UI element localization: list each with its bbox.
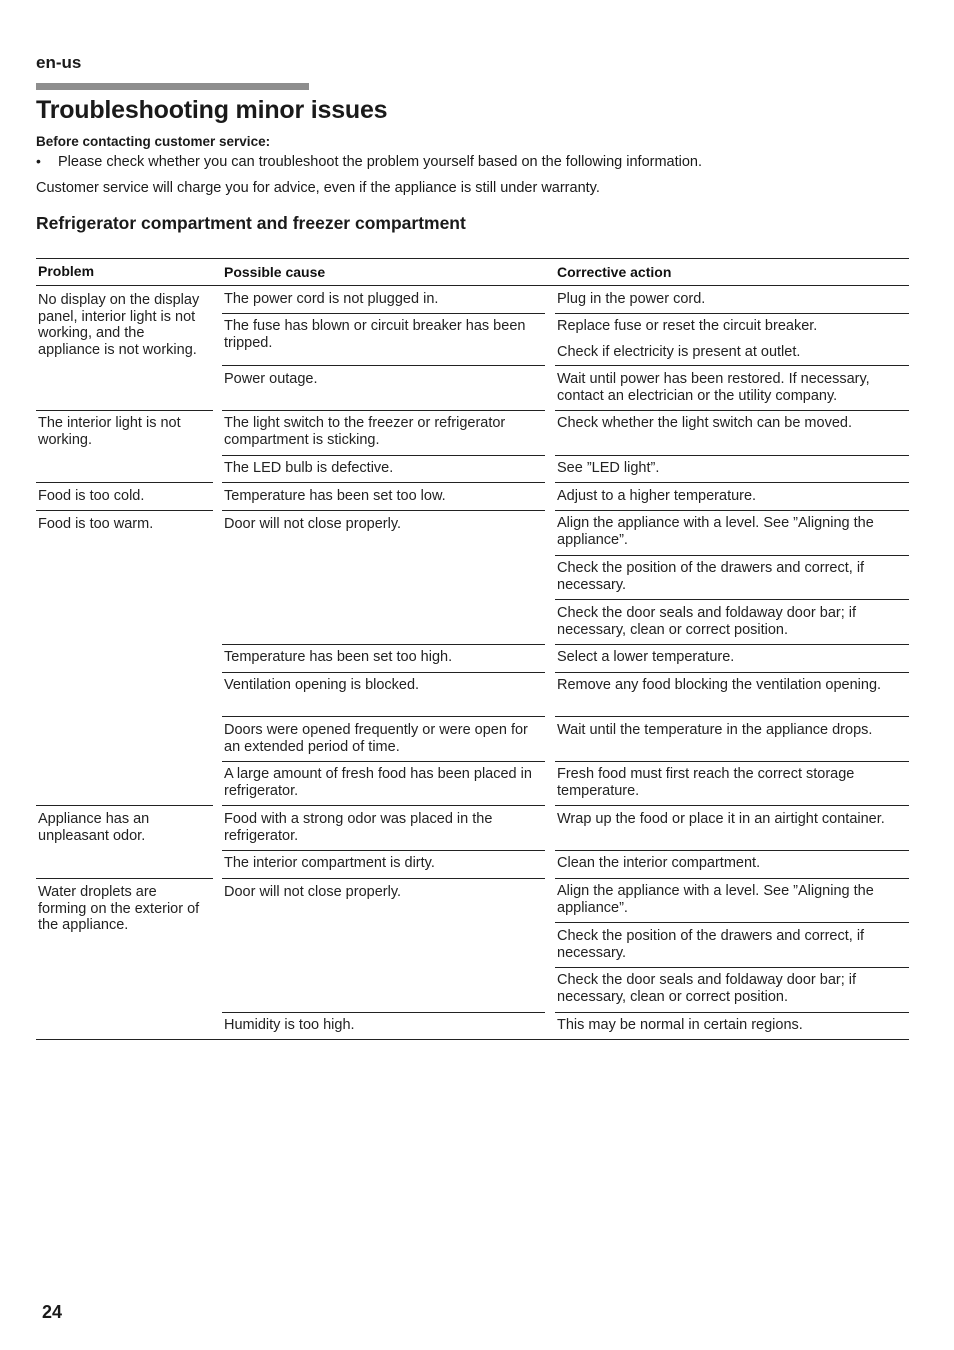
- problem-cell: Water droplets are forming on the exterior of the appliance.: [38, 884, 200, 933]
- section-title: Refrigerator compartment and freezer compartment: [36, 213, 466, 233]
- before-contacting-label: Before contacting customer service:: [36, 134, 271, 149]
- row-divider: [555, 455, 909, 456]
- problem-cell: Food is too cold.: [38, 488, 145, 504]
- header-rule: [36, 83, 309, 90]
- cause-cell: Door will not close properly.: [224, 516, 402, 532]
- row-divider: [555, 644, 909, 645]
- warranty-note: Customer service will charge you for advice, even if the appliance is still under warranty.: [36, 180, 600, 196]
- row-divider: [555, 555, 909, 556]
- row-divider: [555, 510, 909, 511]
- cause-cell: Temperature has been set too high.: [224, 649, 453, 665]
- cause-cell: The interior compartment is dirty.: [224, 855, 435, 871]
- action-cell: Fresh food must first reach the correct storage temperature.: [557, 766, 855, 799]
- table-top-rule: [36, 258, 909, 259]
- row-divider: [222, 510, 545, 511]
- row-divider: [222, 313, 545, 314]
- cause-cell: Doors were opened frequently or were open for an extended period of time.: [224, 722, 528, 755]
- cause-cell: The LED bulb is defective.: [224, 460, 394, 476]
- action-cell: Wait until the temperature in the appliance drops.: [557, 722, 873, 738]
- row-divider: [555, 599, 909, 600]
- row-divider: [555, 805, 909, 806]
- problem-cell: Food is too warm.: [38, 516, 154, 532]
- header-cause: Possible cause: [224, 264, 326, 280]
- row-divider: [555, 922, 909, 923]
- table-header-rule: [36, 285, 909, 286]
- action-cell: This may be normal in certain regions.: [557, 1017, 803, 1033]
- action-cell: Remove any food blocking the ventilation opening.: [557, 677, 882, 693]
- header-problem: Problem: [38, 263, 95, 279]
- action-cell: Clean the interior compartment.: [557, 855, 761, 871]
- row-divider: [222, 761, 545, 762]
- row-divider: [222, 455, 545, 456]
- cause-cell: The power cord is not plugged in.: [224, 291, 439, 307]
- cause-cell: Humidity is too high.: [224, 1017, 355, 1033]
- action-cell: Align the appliance with a level. See ”Aligning the appliance”.: [557, 515, 874, 548]
- row-divider: [222, 716, 545, 717]
- action-cell: See ”LED light”.: [557, 460, 660, 476]
- problem-cell: The interior light is not working.: [38, 415, 181, 448]
- row-divider: [222, 482, 545, 483]
- language-label: en-us: [36, 53, 82, 72]
- table-bottom-rule: [36, 1039, 909, 1040]
- row-divider: [222, 410, 545, 411]
- row-divider: [555, 482, 909, 483]
- action-cell: Check if electricity is present at outlet.: [557, 344, 801, 360]
- cause-cell: Power outage.: [224, 371, 318, 387]
- action-cell: Wrap up the food or place it in an airtight container.: [557, 811, 885, 827]
- row-divider: [36, 482, 213, 483]
- cause-cell: Temperature has been set too low.: [224, 488, 446, 504]
- cause-cell: Food with a strong odor was placed in the refrigerator.: [224, 811, 493, 844]
- row-divider: [36, 410, 213, 411]
- action-cell: Check the door seals and foldaway door bar; if necessary, clean or correct position.: [557, 605, 857, 638]
- problem-cell: Appliance has an unpleasant odor.: [38, 811, 150, 844]
- row-divider: [555, 1012, 909, 1013]
- row-divider: [222, 365, 545, 366]
- row-divider: [555, 313, 909, 314]
- row-divider: [555, 761, 909, 762]
- cause-cell: Ventilation opening is blocked.: [224, 677, 420, 693]
- row-divider: [222, 805, 545, 806]
- action-cell: Replace fuse or reset the circuit breaker.: [557, 318, 818, 334]
- action-cell: Adjust to a higher temperature.: [557, 488, 757, 504]
- row-divider: [36, 805, 213, 806]
- action-cell: Select a lower temperature.: [557, 649, 735, 665]
- row-divider: [222, 1012, 545, 1013]
- row-divider: [555, 410, 909, 411]
- problem-cell: No display on the display panel, interior light is not working, and the appliance is not working.: [38, 292, 200, 358]
- header-action: Corrective action: [557, 264, 672, 280]
- row-divider: [555, 716, 909, 717]
- row-divider: [222, 850, 545, 851]
- action-cell: Align the appliance with a level. See ”Aligning the appliance”.: [557, 883, 874, 916]
- action-cell: Check the position of the drawers and correct, if necessary.: [557, 560, 865, 593]
- cause-cell: Door will not close properly.: [224, 884, 402, 900]
- row-divider: [555, 878, 909, 879]
- page-title: Troubleshooting minor issues: [36, 96, 388, 124]
- action-cell: Check the door seals and foldaway door bar; if necessary, clean or correct position.: [557, 972, 857, 1005]
- row-divider: [222, 672, 545, 673]
- row-divider: [555, 967, 909, 968]
- cause-cell: The light switch to the freezer or refrigerator compartment is sticking.: [224, 415, 506, 448]
- action-cell: Check the position of the drawers and correct, if necessary.: [557, 928, 865, 961]
- cause-cell: A large amount of fresh food has been placed in refrigerator.: [224, 766, 532, 799]
- row-divider: [36, 878, 213, 879]
- cause-cell: The fuse has blown or circuit breaker has been tripped.: [224, 318, 526, 351]
- row-divider: [555, 672, 909, 673]
- action-cell: Wait until power has been restored. If necessary, contact an electrician or the utility company.: [557, 371, 870, 404]
- action-cell: Plug in the power cord.: [557, 291, 706, 307]
- bullet-icon: •: [36, 153, 41, 169]
- action-cell: Check whether the light switch can be moved.: [557, 415, 852, 431]
- row-divider: [36, 510, 213, 511]
- page-number: 24: [42, 1302, 63, 1322]
- row-divider: [555, 850, 909, 851]
- row-divider: [555, 365, 909, 366]
- bullet-text: Please check whether you can troubleshoot the problem yourself based on the following information.: [58, 154, 703, 170]
- row-divider: [222, 878, 545, 879]
- row-divider: [222, 644, 545, 645]
